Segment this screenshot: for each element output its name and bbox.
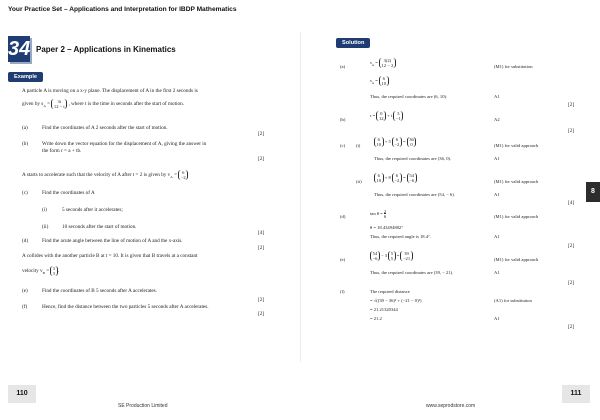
q-ci-text: 5 seconds after it accelerates; <box>62 207 123 213</box>
sol-f-a1: A1 <box>494 316 500 321</box>
sol-d-marks: [2] <box>568 243 575 249</box>
sol-a-eq2: $s_A = 6$ 10 <box>370 76 389 86</box>
sol-e-a1: A1 <box>494 270 500 275</box>
q-b-marks: [2] <box>258 156 265 162</box>
collide-text2: velocity $v_B = 5$ 5 . <box>22 266 60 276</box>
sol-ci-conclusion: Thus, the required coordinates are (36, 0). <box>374 156 452 161</box>
sol-f-label: (f) <box>340 289 345 294</box>
left-page-number: 110 <box>8 385 36 403</box>
chapter-number-badge: 34 <box>8 38 31 60</box>
question-given: given by $s_A = 3t$ 12 − t , where t is the time in seconds after the start of motion. <box>22 99 184 109</box>
sol-b-a2: A2 <box>494 117 500 122</box>
q-d-text: Find the acute angle between the line of motion of A and the x-axis. <box>42 238 183 244</box>
q-f-label: (f) <box>22 304 28 310</box>
q-a-label: (a) <box>22 125 28 131</box>
sol-cii-mark: (M1) for valid approach <box>494 179 539 184</box>
sol-b-eq: r = 0 12 + t 3 −1 <box>370 111 403 121</box>
publisher-website: www.seprodstore.com <box>426 403 476 409</box>
q-d-label: (d) <box>22 238 29 244</box>
sol-a-marks: [2] <box>568 102 575 108</box>
sol-b-marks: [2] <box>568 128 575 134</box>
page-divider <box>300 32 301 362</box>
sol-e-eq: 54 −6 − 3 5 5 = 39 −21 <box>370 251 413 261</box>
chapter-side-tab: 8 <box>586 182 600 202</box>
running-header: Your Practice Set – Applications and Interpretation for IBDP Mathematics <box>8 6 237 13</box>
q-a-text: Find the coordinates of A 2 seconds after the start of motion. <box>42 125 168 131</box>
sol-a-mark1: (M1) for substitution <box>494 64 533 69</box>
sol-f-marks: [2] <box>568 324 575 330</box>
right-page-number: 111 <box>562 385 590 403</box>
q-b-text2: the form r = a + tb. <box>42 148 82 154</box>
sol-e-mark: (M1) for valid approach <box>494 257 539 262</box>
sol-d-a1: A1 <box>494 234 500 239</box>
sol-cii-label: (ii) <box>356 179 362 184</box>
sol-f-line4: = 21.2 <box>370 316 382 321</box>
sol-ci-label: (i) <box>356 143 361 148</box>
question-intro: A particle A is moving on a x-y plane. The displacement of A in the first 2 seconds is <box>22 88 198 94</box>
q-ci-label: (i) <box>42 207 47 213</box>
accel-text: A starts to accelerate such that the velocity of A after t = 2 is given by $v_A = 6$ −2 <box>22 170 188 180</box>
sol-d-mark: (M1) for valid approach <box>494 214 539 219</box>
q-e-label: (e) <box>22 288 28 294</box>
example-tag: Example <box>8 72 43 82</box>
sol-d-label: (d) <box>340 214 346 219</box>
sol-f-line3: = 21.21320344 <box>370 307 398 312</box>
sol-f-line1: The required distance <box>370 289 410 294</box>
sol-d-conclusion: Thus, the required angle is 18.4°. <box>370 234 432 239</box>
sol-ci-mark: (M1) for valid approach <box>494 143 539 148</box>
sol-d-eq: $\tan \theta = \frac{2}{6}$ <box>370 209 387 219</box>
q-f-marks: [2] <box>258 311 265 317</box>
q-b-text: Write down the vector equation for the displacement of A, giving the answer in <box>42 141 207 147</box>
sol-e-marks: [2] <box>568 280 575 286</box>
publisher-name: SE Production Limited <box>118 403 168 409</box>
collide-text1: A collides with the another particle B at t = 10. It is given that B travels at a constant <box>22 253 198 259</box>
sol-a-eq1: $s_A = 3(2)$ 12 − 2 <box>370 58 396 68</box>
sol-f-line2: = √((39 − 36)² + (−21 − 0)²) <box>370 298 422 303</box>
displacement-vector: 3t 12 − t <box>51 99 67 109</box>
sol-f-mark: (A1) for substitution <box>494 298 532 303</box>
q-a-marks: [2] <box>258 131 265 137</box>
sol-e-label: (e) <box>340 257 346 262</box>
q-c-marks: [4] <box>258 230 265 236</box>
sol-cii-conclusion: Thus, the required coordinates are (54, − 6). <box>374 192 455 197</box>
solution-tag: Solution <box>336 38 370 48</box>
q-d-marks: [2] <box>258 245 265 251</box>
sol-e-conclusion: Thus, the required coordinates are (39, − 21). <box>370 270 454 275</box>
q-c-label: (c) <box>22 190 28 196</box>
sol-a-a1: A1 <box>494 94 500 99</box>
sol-d-theta: θ = 18.43494882° <box>370 225 404 230</box>
sol-c-label: (c) <box>340 143 346 148</box>
q-cii-text: 10 seconds after the start of motion. <box>62 224 137 230</box>
velocity-a-vector: 6 −2 <box>178 170 188 180</box>
q-cii-label: (ii) <box>42 224 49 230</box>
q-c-text: Find the coordinates of A <box>42 190 95 196</box>
sol-ci-a1: A1 <box>494 156 500 161</box>
sol-ci-eq: 6 10 + 5 6 −2 = 36 0 <box>374 137 416 147</box>
q-e-text: Find the coordinates of B 5 seconds after A accelerates. <box>42 288 157 294</box>
sol-a-conclusion: Thus, the required coordinates are (6, 10). <box>370 94 448 99</box>
q-f-text: Hence, find the distance between the two particles 5 seconds after A accelerates. <box>42 304 209 310</box>
q-b-label: (b) <box>22 141 29 147</box>
sol-cii-eq: 6 10 + 8 6 −2 = 54 −6 <box>374 173 417 183</box>
sol-cii-a1: A1 <box>494 192 500 197</box>
sol-a-label: (a) <box>340 64 346 69</box>
sol-b-label: (b) <box>340 117 346 122</box>
sol-c-marks: [4] <box>568 200 575 206</box>
chapter-title: Paper 2 – Applications in Kinematics <box>36 45 176 54</box>
velocity-b-vector: 5 5 <box>50 266 57 276</box>
q-e-marks: [2] <box>258 297 265 303</box>
